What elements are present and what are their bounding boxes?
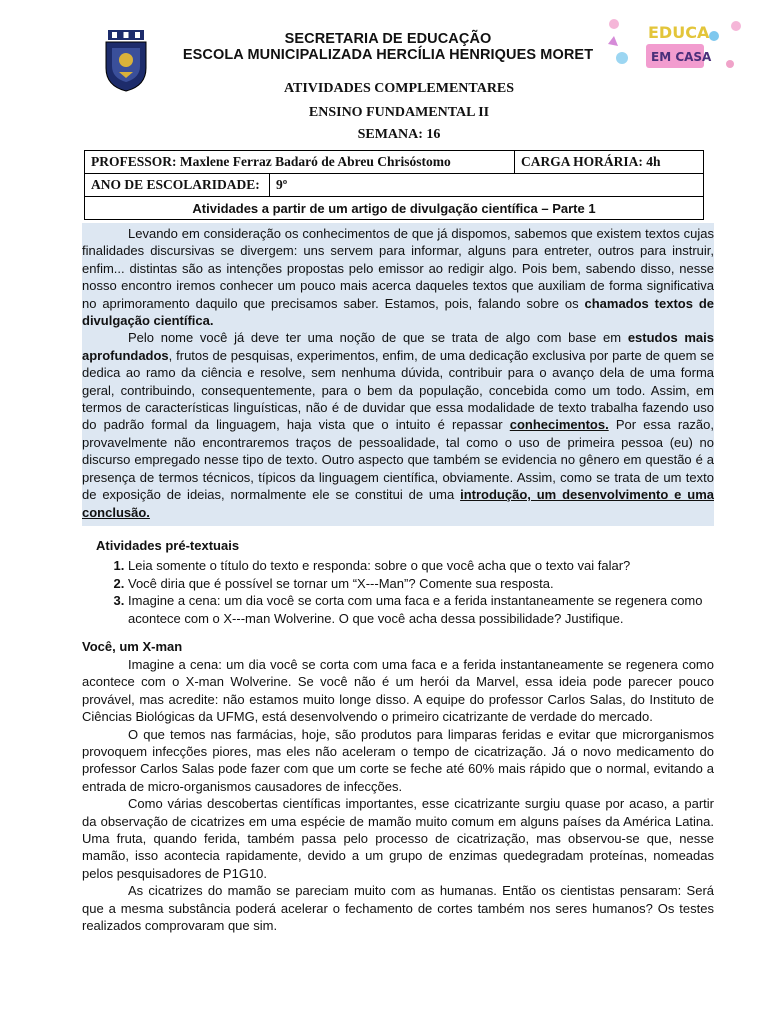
intro-p2-text-b: , frutos de pesquisas, experimentos, enfim, de uma dedicação exclusiva por parte de quem se dedica ao ramo da ciência e resolve, sem nenhuma dúvida, contribuir para o avanço dela de uma forma geral, contribuindo, consequentemente, para o bem da população, concebida como um todo. Assim, em termos de características linguísticas, não é de duvidar que essa modalidade de texto trabalha fazendo uso do padrão formal da linguagem, haja vista que o intuito é repassar: [82, 347, 714, 433]
semana-title: SEMANA: 16: [357, 127, 441, 142]
intro-p2-bold-a: estudos mais aprofundados: [82, 330, 715, 363]
article-body: [82, 656, 714, 935]
atividades-title: ATIVIDADES COMPLEMENTARES: [283, 81, 515, 96]
activity-title-cell: Atividades a partir de um artigo de divulgação científica – Parte 1: [85, 197, 704, 220]
intro-p2-text-c: Por essa razão, provavelmente não encontraremos traços de pessoalidade, tal como o uso de primeira pessoa (eu) no discurso empregado nesse tipo de texto. Outro aspecto que também se evidencia no gênero em questão é a presença de termos técnicos, típicos da linguagem científica, obviamente. Assim, como se trata de um texto de exposição de ideias, normalmente ele se constitui de uma: [82, 417, 714, 503]
logo-educa-text: EDUCA: [648, 23, 710, 42]
article-paragraph: As cicatrizes do mamão se pareciam muito com as humanas. Então os cientistas pensaram: Será que a mesma substância poderá acelerar o fechamento de cortes também nos seres humanos? Os testes realizados comprovaram que sim.: [82, 883, 714, 934]
intro-paragraph-1: [82, 225, 714, 329]
article-paragraph: Imagine a cena: um dia você se corta com uma faca e a ferida instantaneamente se regenera como acontece com o X-man Wolverine. Se você não é um herói da Marvel, essa ideia pode parecer pouco provável, mas acredite: não estamos muito longe disso. A equipe do professor Carlos Salas, do Instituto de Ciências Biológicas da UFMG, está desenvolvendo o primeiro cicatrizante de verdade do mercado.: [82, 657, 714, 725]
ensino-title: ENSINO FUNDAMENTAL II: [308, 105, 490, 120]
school-header: [180, 31, 596, 63]
logo-em-casa-text: EM CASA: [651, 50, 712, 64]
question-item: 2. Você diria que é possível se tornar um “X---Man”? Comente sua resposta.: [128, 575, 750, 593]
pre-textual-title: Atividades pré-textuais: [96, 538, 240, 553]
ano-label-cell: ANO DE ESCOLARIDADE:: [85, 174, 270, 197]
intro-p2-text-a: Pelo nome você já deve ter uma noção de que se trata de algo com base em: [128, 330, 628, 346]
intro-p2-bold-underline: conhecimentos.: [509, 417, 609, 433]
intro-paragraph-2: [82, 329, 714, 520]
info-table: [84, 150, 704, 220]
intro-text: [82, 225, 714, 521]
question-item: 3. Imagine a cena: um dia você se corta com uma faca e a ferida instantaneamente se regenera como acontece com o X---man Wolverine. O que você acha dessa possibilidade? Justifique.: [128, 592, 750, 627]
article-title: Você, um X-man: [82, 639, 183, 654]
article-paragraph: Como várias descobertas científicas importantes, esse cicatrizante surgiu quase por acaso, a partir da observação de cicatrizes em uma espécie de mamão muito comum em alguns países da América Latina. Uma fruta, quando ferida, também passa pelo processo de cicatrização, mas observou-se que, nesse mamão, isso acontecia rapidamente, devido a um grupo de enzimas quedegradam proteínas, nomeadas pelos pesquisadores de P1G10.: [82, 796, 714, 881]
intro-p1-bold: chamados textos de divulgação científica.: [82, 295, 714, 329]
article-paragraph: O que temos nas farmácias, hoje, são produtos para limparas feridas e evitar que microrganismos provoquem infecções piores, mas eles não aceleram o tempo de cicatrização. Já o novo medicamento do professor Carlos Salas pode fazer com que um corte se feche até 60% mais rápido que o normal, evitando a entrada de micro-organismos causadores de infecções.: [82, 726, 714, 794]
question-item: 1. Leia somente o título do texto e responda: sobre o que você acha que o texto vai falar?: [128, 557, 750, 575]
ano-value-cell: 9º: [270, 174, 704, 197]
carga-horaria-cell: CARGA HORÁRIA: 4h: [515, 151, 704, 174]
school-name: ESCOLA MUNICIPALIZADA HERCÍLIA HENRIQUES MORET: [182, 47, 594, 63]
intro-p1-text: Levando em consideração os conhecimentos de que já dispomos, sabemos que existem textos cujas finalidades discursivas se divergem: uns servem para informar, alguns para entreter, outros para instruir, enfim... distintas são as intenções propostas pelo emissor ao redigir algo. Pois bem, sabendo disso, nesse nosso encontro iremos conhecer um pouco mais acerca daqueles textos que auxiliam de forma significativa no aprimoramento daquilo que precisamos saber. Estamos, pois, falando sobre os: [82, 226, 714, 311]
pre-textual-questions: [100, 557, 750, 627]
educa-em-casa-logo: [604, 14, 746, 76]
professor-cell: PROFESSOR: Maxlene Ferraz Badaró de Abreu Chrisóstomo: [85, 151, 515, 174]
secretaria-title: SECRETARIA DE EDUCAÇÃO: [284, 31, 492, 47]
intro-p2-bold-underline-end: introdução, um desenvolvimento e uma conclusão.: [82, 487, 714, 520]
